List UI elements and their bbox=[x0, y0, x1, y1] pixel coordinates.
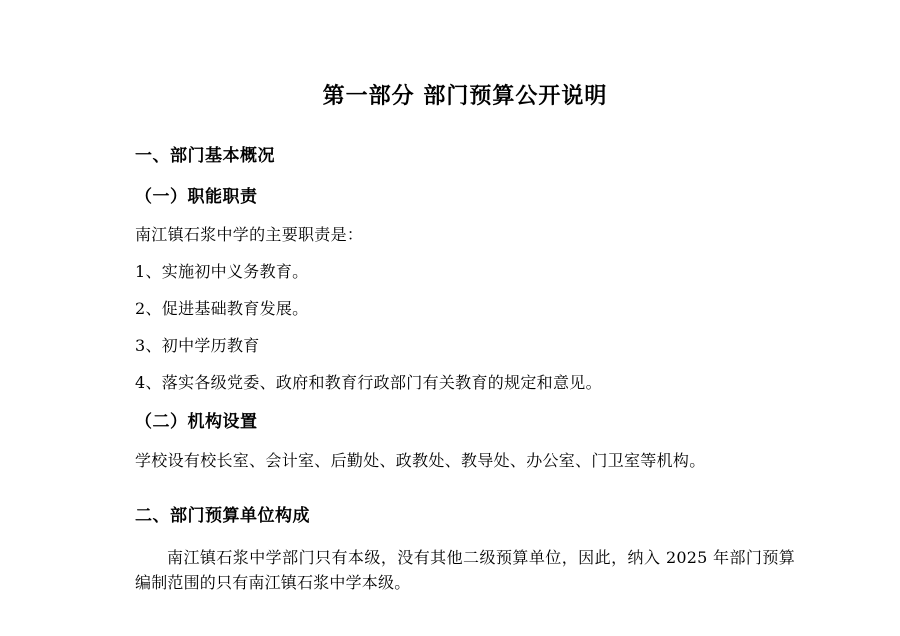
subsection-heading-organization: （二）机构设置 bbox=[135, 412, 258, 433]
budget-units-body: 南江镇石浆中学部门只有本级，没有其他二级预算单位，因此，纳入 2025 年部门预算编制范围的只有南江镇石浆中学本级。 bbox=[135, 547, 795, 593]
document-content bbox=[135, 0, 795, 596]
duty-item-1: 1、实施初中义务教育。 bbox=[135, 262, 309, 282]
subsection-heading-duties: （一）职能职责 bbox=[135, 187, 258, 208]
duty-item-3: 3、初中学历教育 bbox=[135, 335, 260, 355]
duty-item-4: 4、落实各级党委、政府和教育行政部门有关教育的规定和意见。 bbox=[135, 372, 602, 392]
page-title: 第一部分 部门预算公开说明 bbox=[322, 83, 608, 109]
section-heading-basic-overview: 一、部门基本概况 bbox=[135, 146, 275, 166]
duty-item-2: 2、促进基础教育发展。 bbox=[135, 298, 309, 318]
section-heading-budget-units: 二、部门预算单位构成 bbox=[135, 506, 310, 527]
organization-text: 学校设有校长室、会计室、后勤处、政教处、教导处、办公室、门卫室等机构。 bbox=[135, 450, 706, 470]
duties-lead-text: 南江镇石浆中学的主要职责是： bbox=[135, 225, 364, 245]
